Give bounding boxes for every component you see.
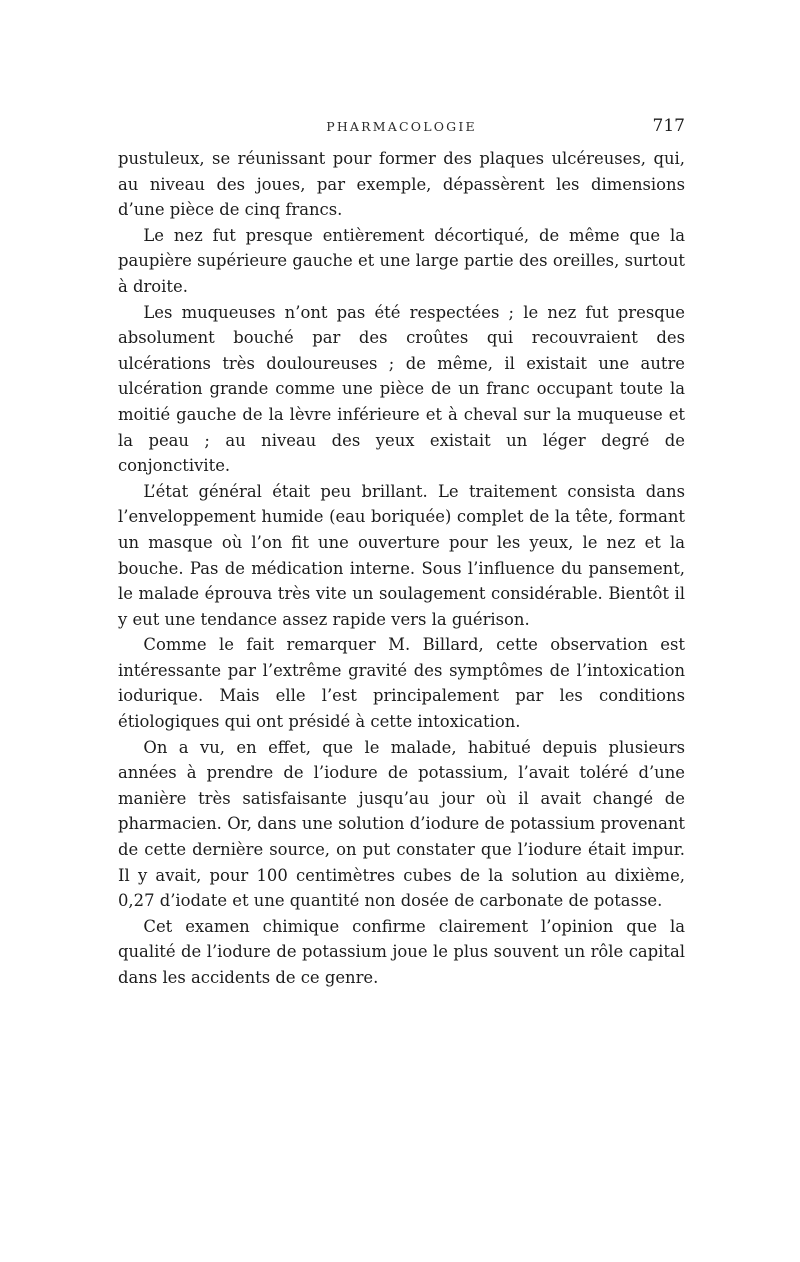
page-number: 717	[652, 116, 685, 136]
paragraph-continuation: pustuleux, se réunissant pour former des plaques ulcéreuses, qui, au niveau des joues, par exemple, dépassèrent les dimensions d’une pièce de cinq francs.	[118, 149, 685, 220]
running-title: PHARMACOLOGIE	[326, 119, 477, 134]
paragraph: L’état général était peu brillant. Le traitement consista dans l’enveloppement humide (eau boriquée) complet de la tête, formant un masque où l’on fit une ouverture pour les yeux, le nez et la bouche. Pas de médication interne. Sous l’influence du pansement, le malade éprouva très vite un soulagement considérable. Bientôt il y eut une tendance assez rapide vers la guérison.	[118, 481, 685, 629]
text-block	[118, 146, 685, 991]
paragraph: Le nez fut presque entièrement décortiqué, de même que la paupière supérieure gauche et une large partie des oreilles, surtout à droite.	[118, 225, 685, 296]
paragraph: Cet examen chimique confirme clairement l’opinion que la qualité de l’iodure de potassium joue le plus souvent un rôle capital dans les accidents de ce genre.	[118, 916, 685, 987]
paragraph: On a vu, en effet, que le malade, habitué depuis plusieurs années à prendre de l’iodure de potassium, l’avait toléré d’une manière très satisfaisante jusqu’au jour où il avait changé de pharmacien. Or, dans une solution d’iodure de potassium provenant de cette dernière source, on put constater que l’iodure était impur. Il y avait, pour 100 centimètres cubes de la solution au dixième, 0,27 d’iodate et une quantité non dosée de carbonate de potasse.	[118, 737, 685, 911]
paragraph: Comme le fait remarquer M. Billard, cette observation est intéressante par l’extrême gravité des symptômes de l’intoxication iodurique. Mais elle l’est principalement par les conditions étiologiques qui ont présidé à cette intoxication.	[118, 635, 685, 732]
paragraph: Les muqueuses n’ont pas été respectées ; le nez fut presque absolument bouché par des croûtes qui recouvraient des ulcérations très douloureuses ; de même, il existait une autre ulcération grande comme une pièce de un franc occupant toute la moitié gauche de la lèvre inférieure et à cheval sur la muqueuse et la peau ; au niveau des yeux existait un léger degré de conjonctivite.	[118, 302, 685, 476]
page-header	[118, 116, 685, 138]
